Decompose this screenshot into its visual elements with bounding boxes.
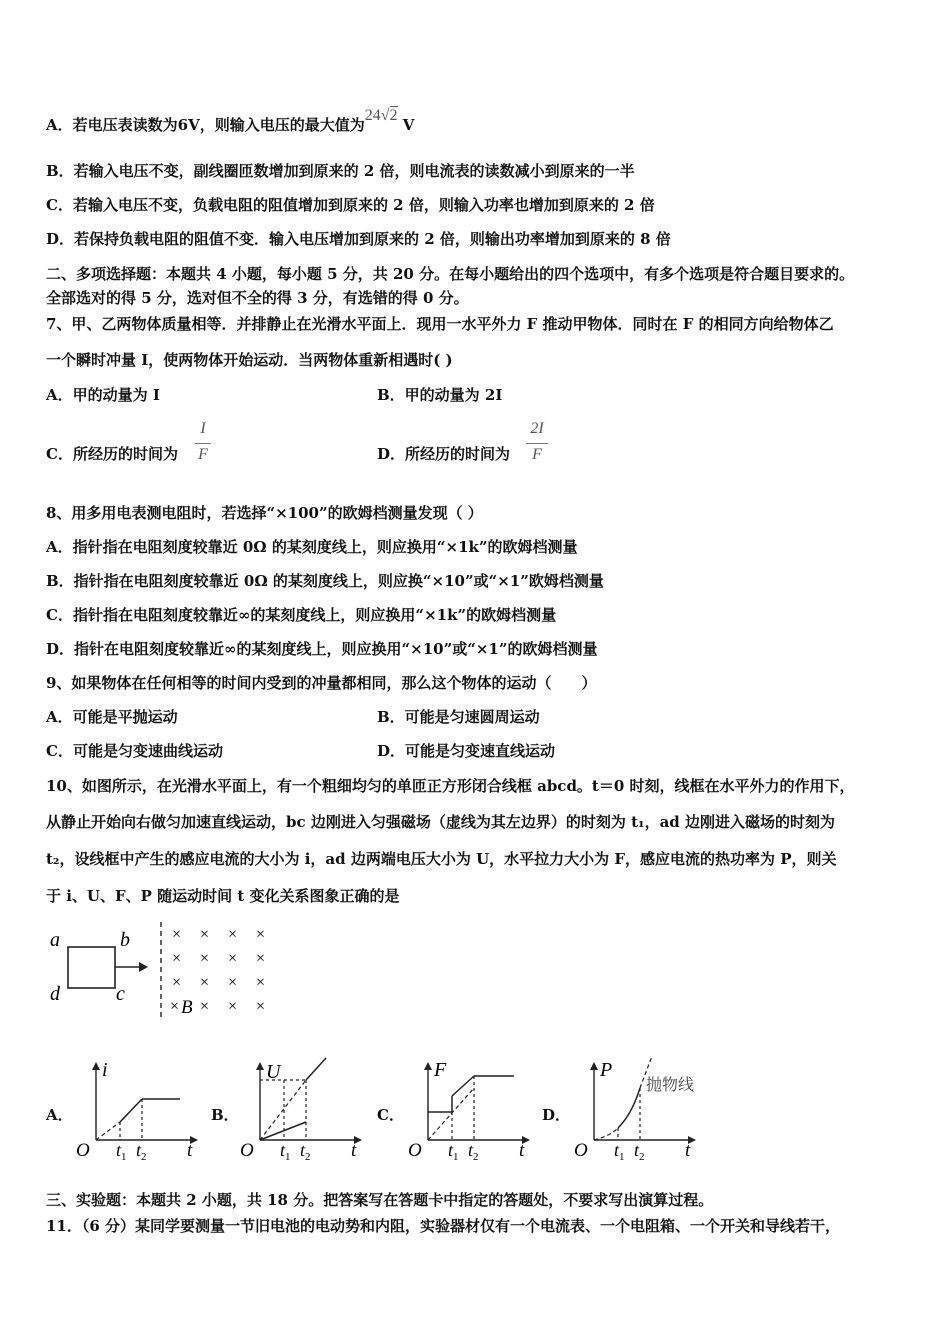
t1-symbol: t: [448, 1140, 454, 1160]
q11-stem-line1: 11．（6 分）某同学要测量一节旧电池的电动势和内阻，实验器材仅有一个电流表、一个电阻箱、一个开关和导线若干，: [46, 1217, 841, 1235]
field-mark: ×: [172, 974, 182, 991]
t1-subscript: 1: [453, 1151, 459, 1163]
parabola-label: 抛物线: [646, 1077, 695, 1094]
field-label-b: B: [181, 997, 193, 1018]
t2-subscript: 2: [639, 1151, 645, 1163]
section2-heading-line1: 二、多项选择题：本题共 4 小题，每小题 5 分，共 20 分。在每小题给出的四个选项中，有多个选项是符合题目要求的。: [46, 265, 855, 283]
field-mark: ×: [200, 998, 210, 1015]
q7-option-d-fraction: [526, 420, 548, 466]
q8-option-b: B．指针指在电阻刻度较靠近 0Ω 的某刻度线上，则应换“×10”或“×1”欧姆档测量: [46, 572, 604, 590]
corner-c-label: c: [116, 983, 125, 1005]
field-mark: ×: [228, 926, 238, 943]
t1-subscript: 1: [619, 1151, 625, 1163]
sqrt-radical-icon: √: [380, 107, 390, 124]
fraction-numerator: 2I: [530, 420, 544, 437]
q6-option-c: C．若输入电压不变，负载电阻的阻值增加到原来的 2 倍，则输入功率也增加到原来的 2 倍: [46, 196, 655, 214]
corner-a-label: a: [50, 929, 60, 951]
t2-label: [136, 1140, 147, 1163]
y-axis-arrow-icon: [256, 1062, 264, 1070]
t1-label: [614, 1140, 625, 1163]
q7-stem-line1: 7、甲、乙两物体质量相等．并排静止在光滑水平面上．现用一水平外力 F 推动甲物体．同时在 F 的相同方向给物体乙: [46, 315, 834, 333]
q7-option-d: D．所经历的时间为: [377, 445, 511, 463]
q10-graph-option-b-label: B．: [211, 1106, 239, 1124]
q9-stem: 9、如果物体在任何相等的时间内受到的冲量都相同，那么这个物体的运动（ ）: [46, 674, 597, 692]
t2-symbol: t: [634, 1140, 640, 1160]
curve-dashed-segment: [96, 1122, 120, 1140]
sqrt-expression: [365, 107, 398, 124]
y-label: U: [266, 1061, 281, 1083]
t1-symbol: t: [280, 1140, 286, 1160]
fraction-bar: [195, 443, 211, 444]
graph-b-u-vs-t: [236, 1056, 366, 1166]
t1-symbol: t: [116, 1140, 122, 1160]
field-mark: ×: [200, 926, 210, 943]
fraction-bar: [526, 443, 548, 444]
curve-parabola-segment: [618, 1088, 640, 1128]
q7-option-c-fraction: [195, 420, 211, 466]
q9-option-a: A．可能是平抛运动: [46, 708, 178, 726]
q7-option-c: C．所经历的时间为: [46, 445, 178, 463]
curve-rising-segment: [452, 1076, 474, 1096]
q8-option-c: C．指针指在电阻刻度较靠近∞的某刻度线上，则应换用“×1k”的欧姆档测量: [46, 606, 557, 624]
y-axis-arrow-icon: [424, 1062, 432, 1070]
q10-stem-line4: 于 i、U、F、P 随运动时间 t 变化关系图象正确的是: [46, 887, 400, 905]
y-label: P: [600, 1059, 613, 1081]
x-label: t: [685, 1140, 691, 1161]
t1-subscript: 1: [121, 1151, 127, 1163]
origin-label: O: [408, 1140, 422, 1161]
t2-label: [634, 1140, 645, 1163]
q10-stem-line1: 10、如图所示，在光滑水平面上，有一个粗细均匀的单匝正方形闭合线框 abcd。t＝0 时刻，线框在水平外力的作用下，: [46, 777, 855, 795]
field-mark: ×: [172, 926, 182, 943]
q6-option-a-text: A．若电压表读数为6V，则输入电压的最大值为: [46, 116, 365, 134]
q6-option-a: [46, 107, 415, 136]
field-mark: ×: [256, 926, 266, 943]
q8-stem: 8、用多用电表测电阻时，若选择“×100”的欧姆档测量发现（ ）: [46, 504, 483, 522]
q6-option-d: D．若保持负载电阻的阻值不变．输入电压增加到原来的 2 倍，则输出功率增加到原来的 8 倍: [46, 230, 671, 248]
origin-label: O: [574, 1140, 588, 1161]
field-mark: ×: [228, 974, 238, 991]
q9-option-b: B．可能是匀速圆周运动: [377, 708, 540, 726]
field-mark: ×: [256, 974, 266, 991]
field-mark: ×: [228, 998, 238, 1015]
curve-dashed-start: [594, 1128, 618, 1140]
section2-heading-line2: 全部选对的得 5 分，选对但不全的得 3 分，有选错的得 0 分。: [46, 289, 469, 307]
t1-symbol: t: [614, 1140, 620, 1160]
corner-b-label: b: [120, 929, 130, 951]
t2-label: [468, 1140, 479, 1163]
q10-graph-option-c-label: C．: [377, 1106, 404, 1124]
t2-label: [300, 1140, 311, 1163]
y-axis-arrow-icon: [92, 1062, 100, 1070]
q9-option-c: C．可能是匀变速曲线运动: [46, 742, 223, 760]
graph-d-p-vs-t: [570, 1052, 730, 1166]
t1-subscript: 1: [285, 1151, 291, 1163]
q8-option-d: D．指针在电阻刻度较靠近∞的某刻度线上，则应换用“×10”或“×1”的欧姆档测量: [46, 640, 598, 658]
curve-rising-segment: [120, 1099, 142, 1122]
fraction-numerator: I: [200, 420, 206, 437]
field-mark: ×: [170, 998, 180, 1015]
t2-subscript: 2: [305, 1151, 311, 1163]
q8-option-a: A．指针指在电阻刻度较靠近 0Ω 的某刻度线上，则应换用“×1k”的欧姆档测量: [46, 538, 578, 556]
y-axis-arrow-icon: [590, 1062, 598, 1070]
sqrt-radicand: 2: [389, 107, 398, 124]
y-label: i: [102, 1059, 108, 1081]
field-mark: ×: [200, 950, 210, 967]
field-mark: ×: [172, 950, 182, 967]
graph-c-f-vs-t: [404, 1056, 534, 1166]
t1-label: [280, 1140, 291, 1163]
origin-label: O: [76, 1140, 90, 1161]
field-mark: ×: [228, 950, 238, 967]
q7-option-b: B．甲的动量为 2I: [377, 386, 503, 404]
curve-dashed-diagonal: [428, 1088, 474, 1140]
q10-graph-option-a-label: A．: [46, 1106, 73, 1124]
q6-option-b: B．若输入电压不变，副线圈匝数增加到原来的 2 倍，则电流表的读数减小到原来的一半: [46, 162, 635, 180]
t1-label: [116, 1140, 127, 1163]
x-label: t: [351, 1140, 357, 1161]
t2-symbol: t: [136, 1140, 142, 1160]
field-mark: ×: [200, 974, 210, 991]
q6-option-a-unit: V: [402, 116, 415, 134]
t1-label: [448, 1140, 459, 1163]
field-mark: ×: [256, 950, 266, 967]
sqrt-coefficient: 24: [364, 107, 381, 124]
motion-arrow-head-icon: [139, 962, 148, 972]
x-label: t: [519, 1140, 525, 1161]
x-label: t: [187, 1140, 193, 1161]
graph-a-i-vs-t: [72, 1056, 202, 1166]
section3-heading: 三、实验题：本题共 2 小题，共 18 分。把答案写在答题卡中指定的答题处，不要求写出演算过程。: [46, 1191, 714, 1209]
field-mark: ×: [256, 998, 266, 1015]
fraction-denominator: F: [532, 446, 542, 463]
curve-upper-segment: [306, 1058, 326, 1080]
square-coil: [68, 947, 115, 988]
q10-stem-line3: t₂，设线框中产生的感应电流的大小为 i，ad 边两端电压大小为 U，水平拉力大小为 F，感应电流的热功率为 P，则关: [46, 850, 837, 868]
origin-label: O: [240, 1140, 254, 1161]
q9-option-d: D．可能是匀变速直线运动: [377, 742, 556, 760]
fraction-denominator: F: [198, 446, 208, 463]
t2-symbol: t: [468, 1140, 474, 1160]
y-label: F: [434, 1059, 447, 1081]
q10-stem-line2: 从静止开始向右做匀加速直线运动，bc 边刚进入匀强磁场（虚线为其左边界）的时刻为 t₁，ad 边刚进入磁场的时刻为: [46, 813, 835, 831]
t2-subscript: 2: [141, 1151, 147, 1163]
t2-subscript: 2: [473, 1151, 479, 1163]
t2-symbol: t: [300, 1140, 306, 1160]
corner-d-label: d: [50, 983, 60, 1005]
q10-coil-field-figure: [44, 920, 284, 1022]
q7-option-a: A．甲的动量为 I: [46, 386, 160, 404]
q7-stem-line2: 一个瞬时冲量 I，使两物体开始运动．当两物体重新相遇时( ): [46, 351, 453, 369]
curve-lower-segment: [260, 1122, 306, 1140]
q10-graph-option-d-label: D．: [542, 1106, 571, 1124]
